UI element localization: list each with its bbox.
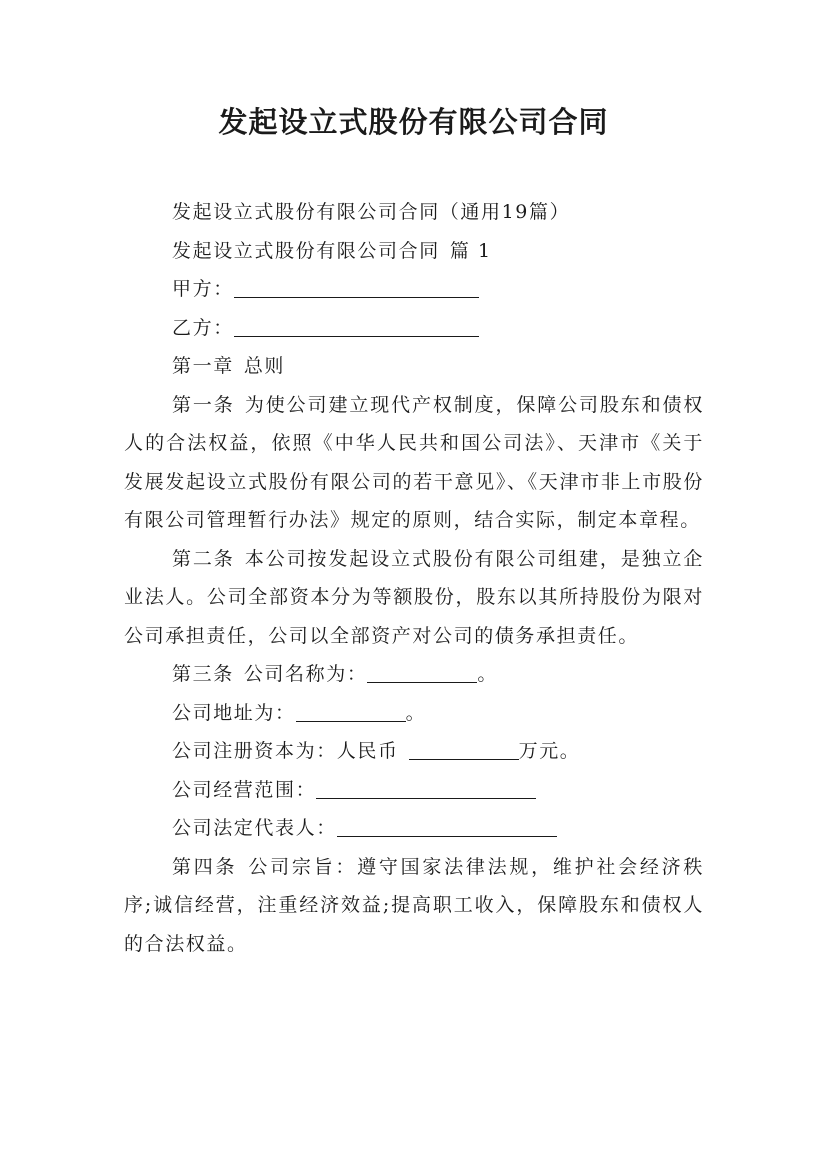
company-name-blank	[367, 660, 477, 683]
company-address-label: 公司地址为：	[172, 701, 296, 724]
article-2-number: 第二条	[172, 547, 235, 570]
article-2	[124, 540, 704, 656]
section-heading-number: 篇 1	[449, 239, 492, 262]
article-1	[124, 386, 704, 540]
article-2-text: 本公司按发起设立式股份有限公司组建，是独立企业法人。公司全部资本分为等额股份，股东以其所持股份为限对公司承担责任，公司以全部资产对公司的债务承担责任。	[124, 547, 704, 647]
party-a-line	[124, 270, 704, 309]
chapter-title: 总则	[243, 355, 286, 377]
party-a-blank	[234, 275, 479, 298]
party-a-label: 甲方：	[172, 278, 234, 300]
article-3	[124, 655, 704, 694]
party-b-label: 乙方：	[172, 316, 234, 339]
registered-capital-label: 公司注册资本为：人民币	[172, 740, 399, 762]
section-heading	[124, 232, 704, 271]
article-4-text: 公司宗旨：遵守国家法律法规，维护社会经济秩序;诚信经营，注重经济效益;提高职工收入，保障股东和债权人的合法权益。	[124, 855, 704, 955]
article-4-number: 第四条	[172, 855, 238, 878]
registered-capital-unit: 万元。	[518, 740, 581, 762]
legal-representative-blank	[337, 814, 557, 837]
company-address-end: 。	[405, 701, 427, 724]
registered-capital-line	[124, 732, 704, 771]
company-name-label: 公司名称为：	[243, 663, 368, 685]
section-heading-label: 发起设立式股份有限公司合同	[172, 239, 440, 262]
party-b-line	[124, 309, 704, 348]
document-subtitle	[124, 193, 704, 232]
business-scope-line	[124, 771, 704, 810]
document-body	[124, 193, 704, 963]
company-name-end: 。	[477, 663, 499, 685]
business-scope-label: 公司经营范围：	[172, 778, 317, 801]
chapter-heading	[124, 347, 704, 386]
document-title: 发起设立式股份有限公司合同	[218, 105, 609, 139]
company-address-line	[124, 694, 704, 733]
legal-representative-label: 公司法定代表人：	[172, 817, 337, 839]
party-b-blank	[234, 314, 479, 337]
business-scope-blank	[316, 776, 536, 799]
legal-representative-line	[124, 809, 704, 848]
chapter-label: 第一章	[172, 355, 234, 377]
subtitle-text: 发起设立式股份有限公司合同（通用19篇）	[172, 201, 571, 223]
article-4	[124, 848, 704, 964]
article-1-text: 为使公司建立现代产权制度，保障公司股东和债权人的合法权益，依照《中华人民共和国公司法》、天津市《关于发展发起设立式股份有限公司的若干意见》、《天津市非上市股份有限公司管理暂行办法》规定的原则，结合实际，制定本章程。	[124, 393, 704, 531]
article-1-number: 第一条	[172, 393, 235, 416]
company-address-blank	[296, 699, 406, 722]
article-3-number: 第三条	[172, 663, 234, 685]
registered-capital-blank	[409, 737, 519, 760]
